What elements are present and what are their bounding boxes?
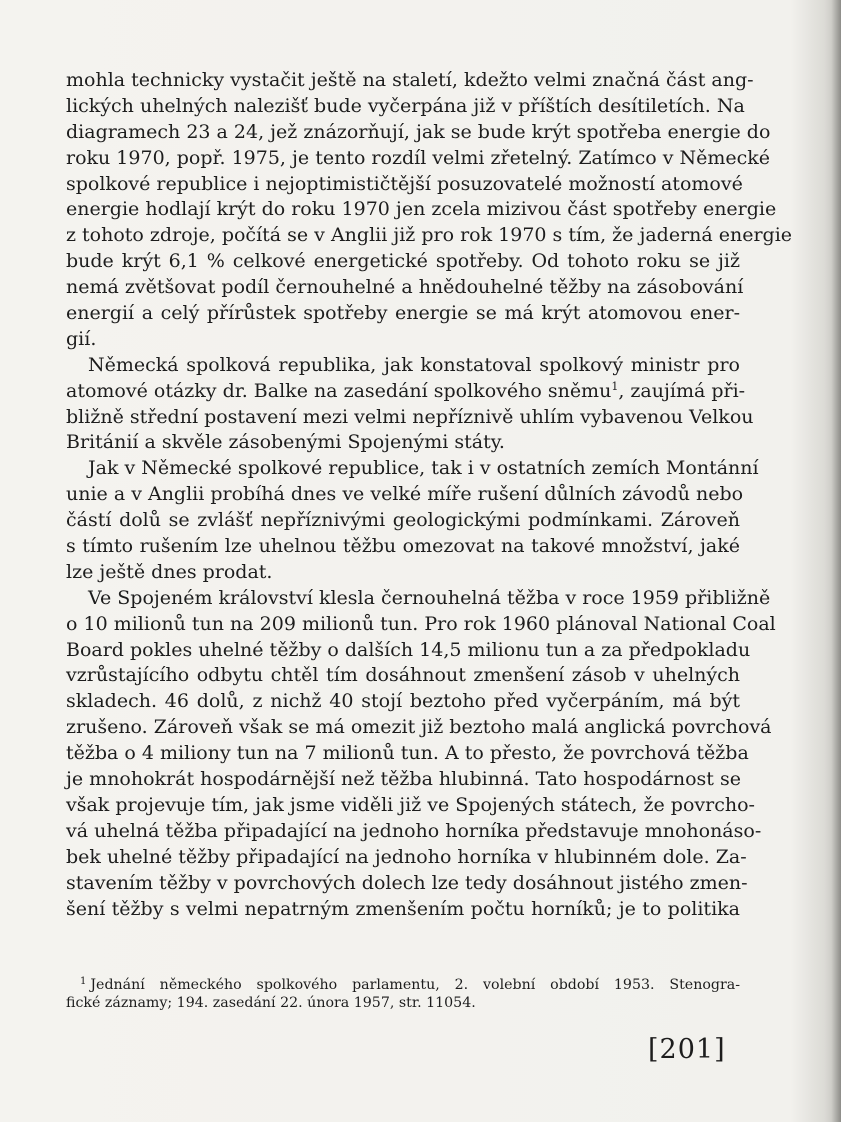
paragraph-1 <box>66 68 793 353</box>
text-line: diagramech 23 a 24, jež znázorňují, jak se bude krýt spotřeba energie do <box>66 120 771 143</box>
text-line: spolkové republice i nejoptimističtější posuzovatelé možností atomové <box>66 172 743 195</box>
text-line: bek uhelné těžby připadající na jednoho horníka v hlubinném dole. Za- <box>66 845 747 868</box>
text-line: skladech. 46 dolů, z nichž 40 stojí beztoho před vyčerpáním, má být <box>66 690 740 713</box>
paragraph-4 <box>66 586 776 923</box>
footnote <box>66 972 740 1013</box>
body-text <box>66 68 793 922</box>
text-line: energie hodlají krýt do roku 1970 jen zcela mizivou část spotřeby energie <box>66 198 777 221</box>
text-line: o 10 milionů tun na 209 milionů tun. Pro rok 1960 plánoval National Coal <box>66 612 776 635</box>
page-number: [201] <box>648 1034 726 1065</box>
text-line: těžba o 4 miliony tun na 7 milionů tun. A to přesto, že povrchová těžba <box>66 742 749 765</box>
text-line: bližně střední postavení mezi velmi nepříznivě uhlím vybavenou Velkou <box>66 405 754 428</box>
text-line: Británií a skvěle zásobenými Spojenými státy. <box>66 431 505 454</box>
text-line: částí dolů se zvlášť nepříznivými geologickými podmínkami. Zároveň <box>66 509 740 532</box>
text-line: šení těžby s velmi nepatrným zmenšením počtu horníků; je to politika <box>66 897 740 920</box>
text-line: mohla technicky vystačit ještě na staletí, kdežto velmi značná část ang- <box>66 69 754 91</box>
text-line: Ve Spojeném království klesla černouhelná těžba v roce 1959 přibližně <box>88 586 771 609</box>
text-line: unie a v Anglii probíhá dnes ve velké míře rušení důlních závodů nebo <box>66 483 744 506</box>
text-segment: atomové otázky dr. Balke na zasedání spolkového sněmu <box>66 379 612 402</box>
text-line: bude krýt 6,1 % celkové energetické spotřeby. Od tohoto roku se již <box>66 250 740 273</box>
paragraph-2 <box>66 353 754 457</box>
text-line: vá uhelná těžba připadající na jednoho horníka představuje mnohonáso- <box>66 819 762 842</box>
footnote-line <box>66 972 740 993</box>
text-line: vzrůstajícího odbytu chtěl tím dosáhnout zmenšení zásob v uhelných <box>66 664 740 687</box>
text-line: však projevuje tím, jak jsme viděli již ve Spojených státech, že povrcho- <box>66 793 755 816</box>
footnote-reference: 1 <box>611 379 619 393</box>
footnote-marker: 1 <box>80 976 87 987</box>
paragraph-3 <box>66 456 759 585</box>
text-line: nemá zvětšovat podíl černouhelné a hnědouhelné těžby na zásobování <box>66 276 744 299</box>
text-segment: , zaujímá při- <box>618 379 746 402</box>
text-line-with-footnote-ref <box>66 379 746 405</box>
text-line: energií a celý přírůstek spotřeby energie se má krýt atomovou ener- <box>66 302 740 325</box>
text-line: Německá spolková republika, jak konstatoval spolkový ministr pro <box>88 353 740 376</box>
text-line: Jak v Německé spolkové republice, tak i v ostatních zemích Montánní <box>88 457 759 480</box>
book-spine-shadow <box>831 0 841 1122</box>
text-line: gií. <box>66 327 97 350</box>
text-line: lických uhelných nalezišť bude vyčerpána již v příštích desítiletích. Na <box>66 94 745 117</box>
text-line: Board pokles uhelné těžby o dalších 14,5 milionu tun a za předpokladu <box>66 638 751 661</box>
text-line: stavením těžby v povrchových dolech lze tedy dosáhnout jistého zmen- <box>66 871 748 894</box>
footnote-line: fické záznamy; 194. zasedání 22. února 1957, str. 11054. <box>66 994 476 1011</box>
text-line: z tohoto zdroje, počítá se v Anglii již pro rok 1970 s tím, že jaderná energie <box>66 224 793 247</box>
text-line: roku 1970, popř. 1975, je tento rozdíl velmi zřetelný. Zatímco v Německé <box>66 146 770 169</box>
footnote-text: Jednání německého spolkového parlamentu, 2. volební období 1953. Stenogra- <box>90 977 740 993</box>
text-line: zrušeno. Zároveň však se má omezit již beztoho malá anglická povrchová <box>66 716 772 739</box>
text-line: s tímto rušením lze uhelnou těžbu omezovat na takové množství, jaké <box>66 535 740 558</box>
text-line: je mnohokrát hospodárnější než těžba hlubinná. Tato hospodárnost se <box>66 768 741 791</box>
text-line: lze ještě dnes prodat. <box>66 560 273 583</box>
